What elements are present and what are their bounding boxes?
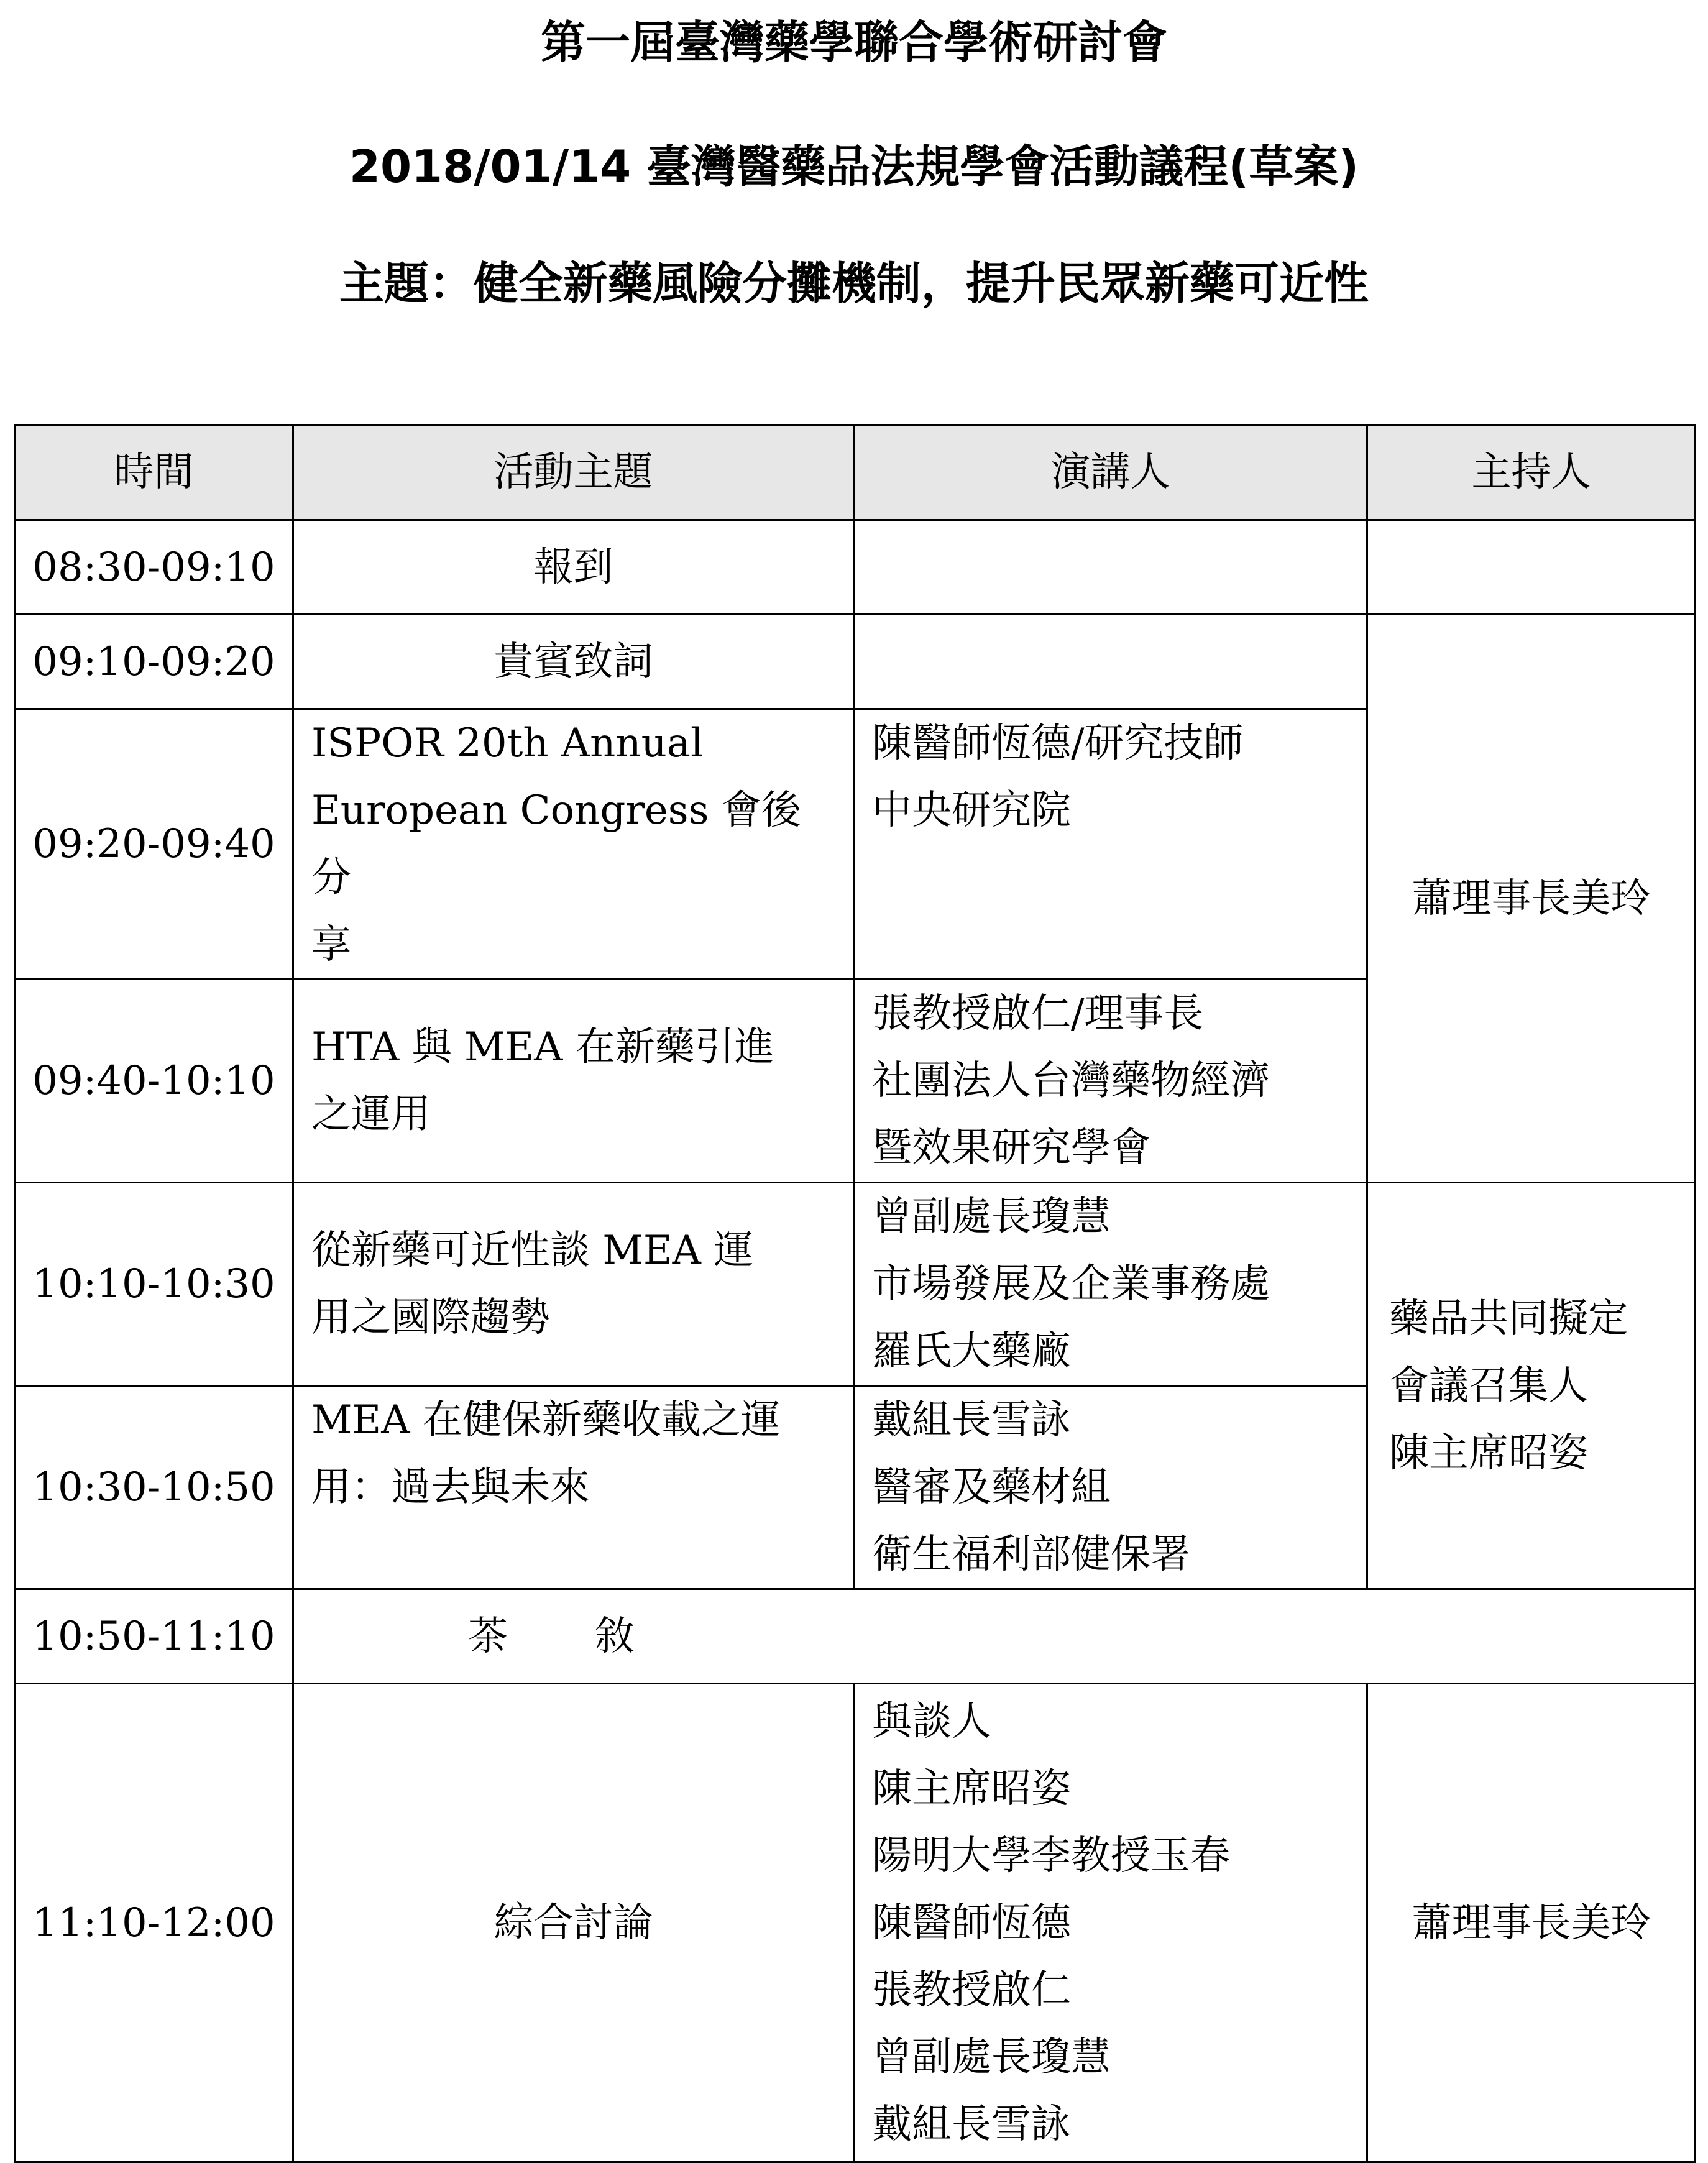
topic-cell: 報到 [293, 520, 854, 615]
speaker-line: 張教授啟仁/理事長 [872, 991, 1204, 1037]
topic-line: 享 [311, 922, 351, 968]
time-cell: 10:10-10:30 [15, 1183, 293, 1386]
table-row [15, 1589, 1696, 1684]
topic-cell: 綜合討論 [293, 1684, 854, 2162]
speaker-line: 張教授啟仁 [872, 1967, 1071, 2013]
speaker-cell [854, 709, 1367, 980]
agenda-table [14, 424, 1696, 2163]
header-topic: 活動主題 [293, 425, 854, 520]
theme-title: 主題：健全新藥風險分攤機制，提升民眾新藥可近性 [339, 257, 1369, 310]
topic-cell [293, 1589, 1696, 1684]
topic-line: MEA 在健保新藥收載之運 [311, 1397, 781, 1443]
speaker-line: 中央研究院 [872, 788, 1071, 834]
topic-line: 用：過去與未來 [311, 1464, 590, 1510]
speaker-cell [854, 1386, 1367, 1589]
topic-line: ISPOR 20th Annual [311, 720, 704, 766]
tea-break-label-part: 茶 [468, 1613, 508, 1660]
time-cell: 11:10-12:00 [15, 1684, 293, 2162]
table-row [15, 1684, 1696, 2162]
header-host: 主持人 [1367, 425, 1696, 520]
host-line: 會議召集人 [1389, 1362, 1588, 1409]
speaker-line: 戴組長雪詠 [872, 1397, 1071, 1443]
time-cell: 09:10-09:20 [15, 615, 293, 709]
time-cell: 09:20-09:40 [15, 709, 293, 980]
topic-line: European Congress 會後分 [311, 788, 801, 901]
speaker-line: 陳主席昭姿 [872, 1765, 1071, 1812]
host-cell: 蕭理事長美玲 [1367, 1684, 1696, 2162]
host-cell [1367, 520, 1696, 615]
time-cell: 09:40-10:10 [15, 980, 293, 1183]
speaker-line: 社團法人台灣藥物經濟 [872, 1058, 1270, 1104]
speaker-cell [854, 520, 1367, 615]
topic-cell [293, 980, 854, 1183]
topic-cell [293, 1386, 854, 1589]
topic-line: 用之國際趨勢 [311, 1295, 550, 1341]
speaker-line: 曾副處長瓊慧 [872, 2034, 1111, 2080]
speaker-line: 戴組長雪詠 [872, 2101, 1071, 2147]
speaker-line: 與談人 [872, 1698, 991, 1745]
topic-cell [293, 1183, 854, 1386]
topic-line: 之運用 [311, 1091, 431, 1137]
topic-cell [293, 709, 854, 980]
speaker-line: 暨效果研究學會 [872, 1125, 1150, 1171]
speaker-line: 曾副處長瓊慧 [872, 1194, 1111, 1240]
time-cell: 10:30-10:50 [15, 1386, 293, 1589]
speaker-line: 市場發展及企業事務處 [872, 1261, 1270, 1307]
conference-title: 第一屆臺灣藥學聯合學術研討會 [540, 16, 1167, 68]
time-cell: 10:50-11:10 [15, 1589, 293, 1684]
speaker-line: 陳醫師恆德 [872, 1899, 1071, 1946]
host-cell: 蕭理事長美玲 [1367, 615, 1696, 1183]
speaker-cell [854, 1684, 1367, 2162]
tea-break-label-part: 敘 [595, 1613, 635, 1660]
header-time: 時間 [15, 425, 293, 520]
table-row [15, 615, 1696, 709]
speaker-line: 陳醫師恆德/研究技師 [872, 720, 1244, 766]
speaker-line: 陽明大學李教授玉春 [872, 1832, 1230, 1879]
time-cell: 08:30-09:10 [15, 520, 293, 615]
table-header-row [15, 425, 1696, 520]
table-row [15, 1183, 1696, 1386]
host-line: 陳主席昭姿 [1389, 1430, 1588, 1476]
speaker-cell [854, 980, 1367, 1183]
speaker-line: 羅氏大藥廠 [872, 1328, 1071, 1374]
speaker-cell [854, 1183, 1367, 1386]
agenda-title: 2018/01/14 臺灣醫藥品法規學會活動議程(草案) [349, 140, 1359, 193]
topic-line: HTA 與 MEA 在新藥引進 [311, 1024, 774, 1070]
host-cell [1367, 1183, 1696, 1589]
table-row [15, 520, 1696, 615]
header-speaker: 演講人 [854, 425, 1367, 520]
host-line: 藥品共同擬定 [1389, 1295, 1628, 1342]
speaker-line: 衛生福利部健保署 [872, 1532, 1190, 1577]
topic-line: 從新藥可近性談 MEA 運 [311, 1228, 754, 1274]
speaker-line: 醫審及藥材組 [872, 1464, 1111, 1510]
topic-cell: 貴賓致詞 [293, 615, 854, 709]
speaker-cell [854, 615, 1367, 709]
